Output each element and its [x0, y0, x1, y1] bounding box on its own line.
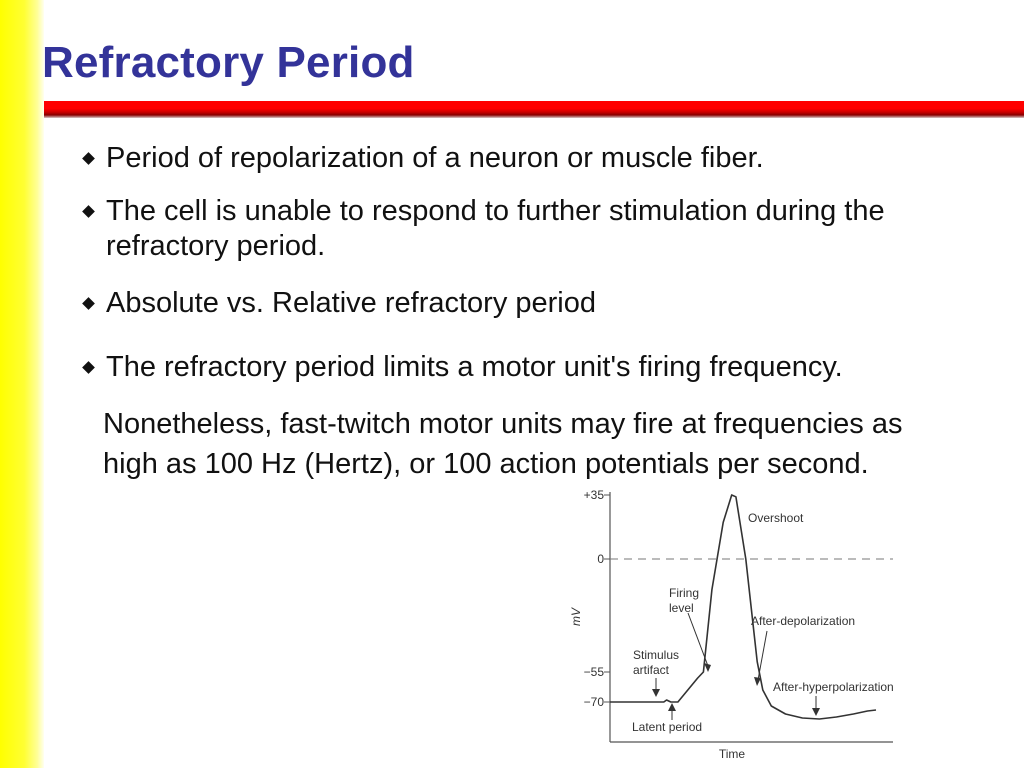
bullet-item — [80, 141, 1000, 176]
bullet-item — [80, 194, 1000, 264]
annotation-firing-level — [669, 586, 702, 615]
annotation-firing-level-line: Firing — [669, 586, 700, 600]
arrow-head-icon — [812, 708, 820, 716]
bullet-text: Period of repolarization of a neuron or muscle fiber. — [106, 142, 764, 174]
diamond-bullet-icon — [82, 297, 95, 310]
diamond-bullet-icon — [82, 152, 95, 165]
annotation-after-hyperpolarization: After-hyperpolarization — [773, 680, 894, 694]
annotation-stimulus-artifact-line: artifact — [633, 663, 670, 677]
ticks-layer — [584, 488, 610, 709]
annotation-firing-level-line: level — [669, 601, 694, 615]
arrow-head-icon — [704, 663, 711, 672]
y-tick-label: 0 — [597, 552, 604, 566]
yellow-side-bar — [0, 0, 44, 768]
firing-level-arrow-line — [688, 613, 708, 666]
y-tick-label: −55 — [583, 665, 604, 679]
y-axis-label: mV — [569, 608, 583, 626]
y-tick-label: +35 — [583, 488, 604, 502]
arrow-head-icon — [754, 677, 761, 686]
title-underline-rule — [44, 101, 1024, 118]
slide-title: Refractory Period — [42, 38, 415, 87]
annotation-stimulus-artifact-line: Stimulus — [633, 648, 680, 662]
x-axis-label: Time — [718, 747, 746, 761]
y-tick-label: −70 — [583, 695, 604, 709]
arrow-head-icon — [668, 703, 676, 711]
annotation-stimulus-artifact — [633, 648, 682, 677]
after-depolarization-arrow-line — [758, 631, 767, 680]
bullet-text: Absolute vs. Relative refractory period — [106, 287, 596, 319]
bullet-text: The refractory period limits a motor unit's firing frequency. — [106, 351, 843, 383]
bullet-item — [80, 286, 1000, 321]
annotation-after-depolarization: After-depolarization — [751, 614, 856, 628]
arrow-head-icon — [652, 689, 660, 697]
bullet-text: The cell is unable to respond to further stimulation during the refractory period. — [106, 195, 885, 262]
body-paragraph: Nonetheless, fast-twitch motor units may fire at frequencies as high as 100 Hz (Hertz), or 100 action potentials per second. — [103, 408, 903, 480]
bullet-item — [80, 350, 1000, 385]
diamond-bullet-icon — [82, 205, 95, 218]
annotation-overshoot: Overshoot — [748, 511, 804, 525]
action-potential-chart — [560, 484, 920, 766]
diamond-bullet-icon — [82, 361, 95, 374]
annotation-latent-period: Latent period — [632, 720, 703, 734]
